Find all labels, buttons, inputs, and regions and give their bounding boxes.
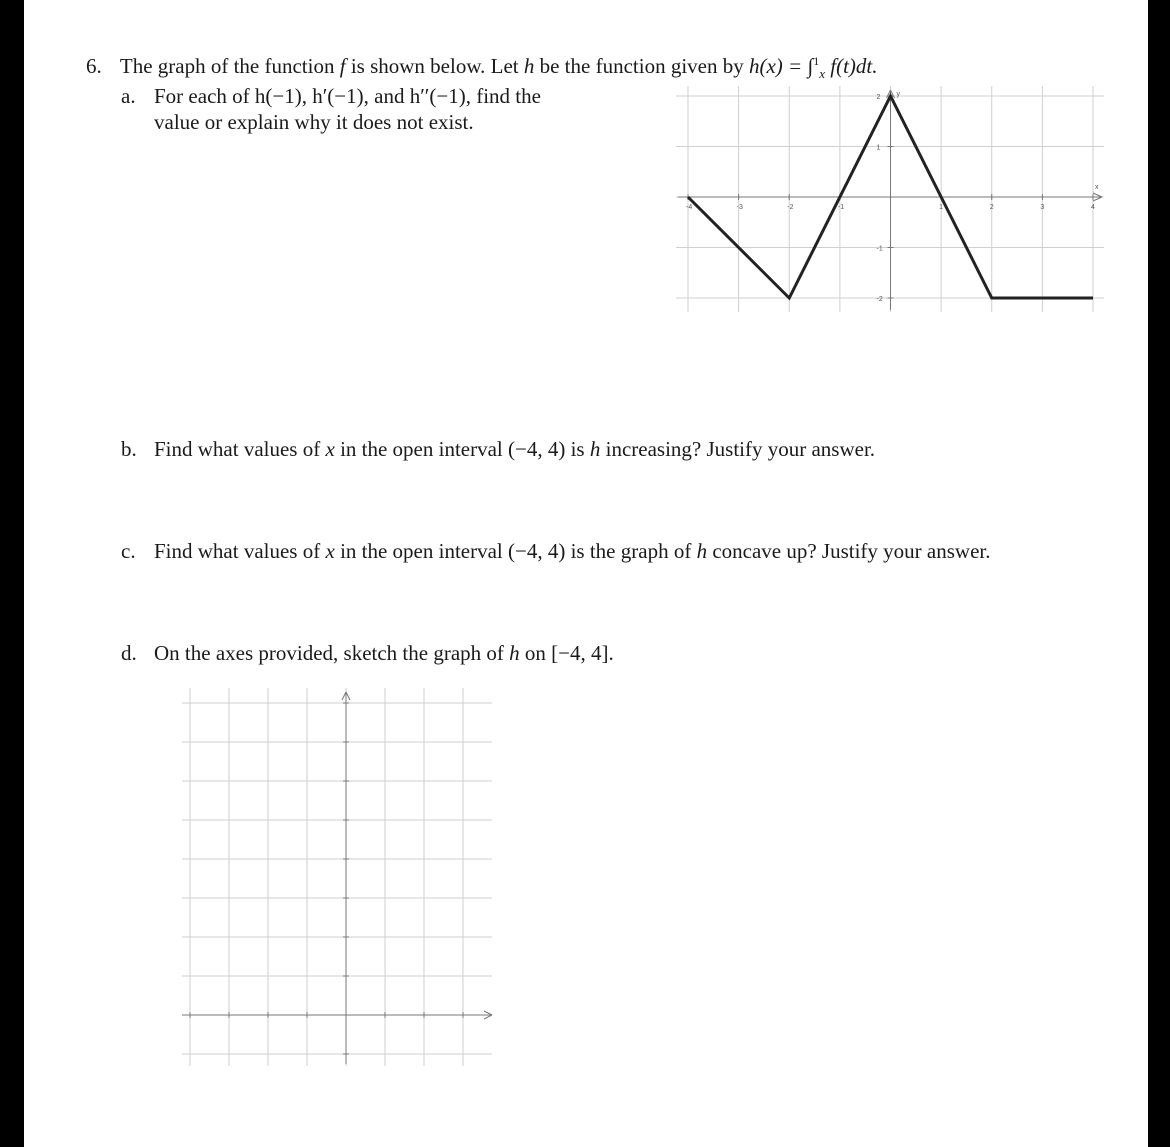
f-x-tick-label: 3 — [1040, 204, 1045, 211]
part-a-label: a. — [121, 84, 136, 108]
f-x-axis-label: x — [1095, 184, 1099, 191]
f-symbol: f — [339, 54, 346, 78]
part-c-text — [154, 538, 990, 564]
f-y-tick-label: -1 — [876, 245, 883, 253]
part-d-pre: On the axes provided, sketch the graph of — [154, 641, 504, 665]
part-c-h: h — [696, 539, 708, 563]
h-grid — [182, 688, 492, 1066]
part-b-mid: in the open interval (−4, 4) is — [340, 437, 585, 461]
part-b-post: increasing? Justify your answer. — [605, 437, 876, 461]
intro-text-c: be the function given by — [539, 54, 744, 78]
f-y-tick-label: -2 — [876, 296, 883, 303]
f-x-tick-label: -1 — [837, 204, 845, 211]
problem-statement — [86, 53, 878, 82]
upper-limit: 1 — [813, 54, 820, 68]
part-a-line2: value or explain why it does not exist. — [154, 110, 474, 134]
intro-text-a: The graph of the function — [119, 54, 335, 78]
problem-number: 6. — [86, 54, 102, 78]
lower-limit: x — [819, 66, 826, 81]
part-a-line1: For each of h(−1), h′(−1), and h′′(−1), find the — [154, 84, 541, 108]
h-symbol: h — [523, 54, 535, 78]
f-x-tick-label: -4 — [686, 204, 693, 211]
part-b-x: x — [325, 437, 335, 461]
definition-lhs: h(x) = — [748, 54, 803, 78]
part-b-h: h — [589, 437, 601, 461]
part-d-text — [154, 640, 614, 666]
intro-text-b: is shown below. Let — [350, 54, 519, 78]
f-y-tick-label: 2 — [876, 94, 881, 101]
part-d-post: on [−4, 4]. — [524, 641, 614, 665]
f-y-tick-label: 1 — [876, 144, 881, 152]
part-d-h: h — [509, 641, 520, 665]
part-c-post: concave up? Justify your answer. — [712, 539, 991, 563]
f-x-tick-label: -2 — [787, 204, 794, 211]
f-x-tick-label: 2 — [989, 204, 994, 211]
integral-sign: ∫ — [807, 54, 814, 78]
sketch-axes-for-h[interactable] — [154, 686, 494, 1068]
part-c-pre: Find what values of — [154, 539, 321, 563]
f-axes — [678, 90, 1102, 310]
f-y-axis-label: y — [896, 91, 900, 98]
f-x-tick-label: -3 — [736, 204, 743, 211]
part-c-label: c. — [121, 539, 136, 563]
part-d-label: d. — [121, 641, 137, 665]
part-c-mid: in the open interval (−4, 4) is the graph of — [340, 539, 692, 563]
integrand: f(t)dt. — [830, 54, 878, 78]
part-b-text — [154, 436, 875, 462]
part-b-label: b. — [121, 437, 137, 461]
graph-of-f — [646, 84, 1108, 316]
part-b-pre: Find what values of — [154, 437, 321, 461]
part-c-x: x — [325, 539, 335, 563]
f-x-tick-label: 1 — [939, 204, 944, 211]
f-x-tick-label: 4 — [1091, 204, 1095, 211]
worksheet-page — [24, 0, 1148, 1147]
